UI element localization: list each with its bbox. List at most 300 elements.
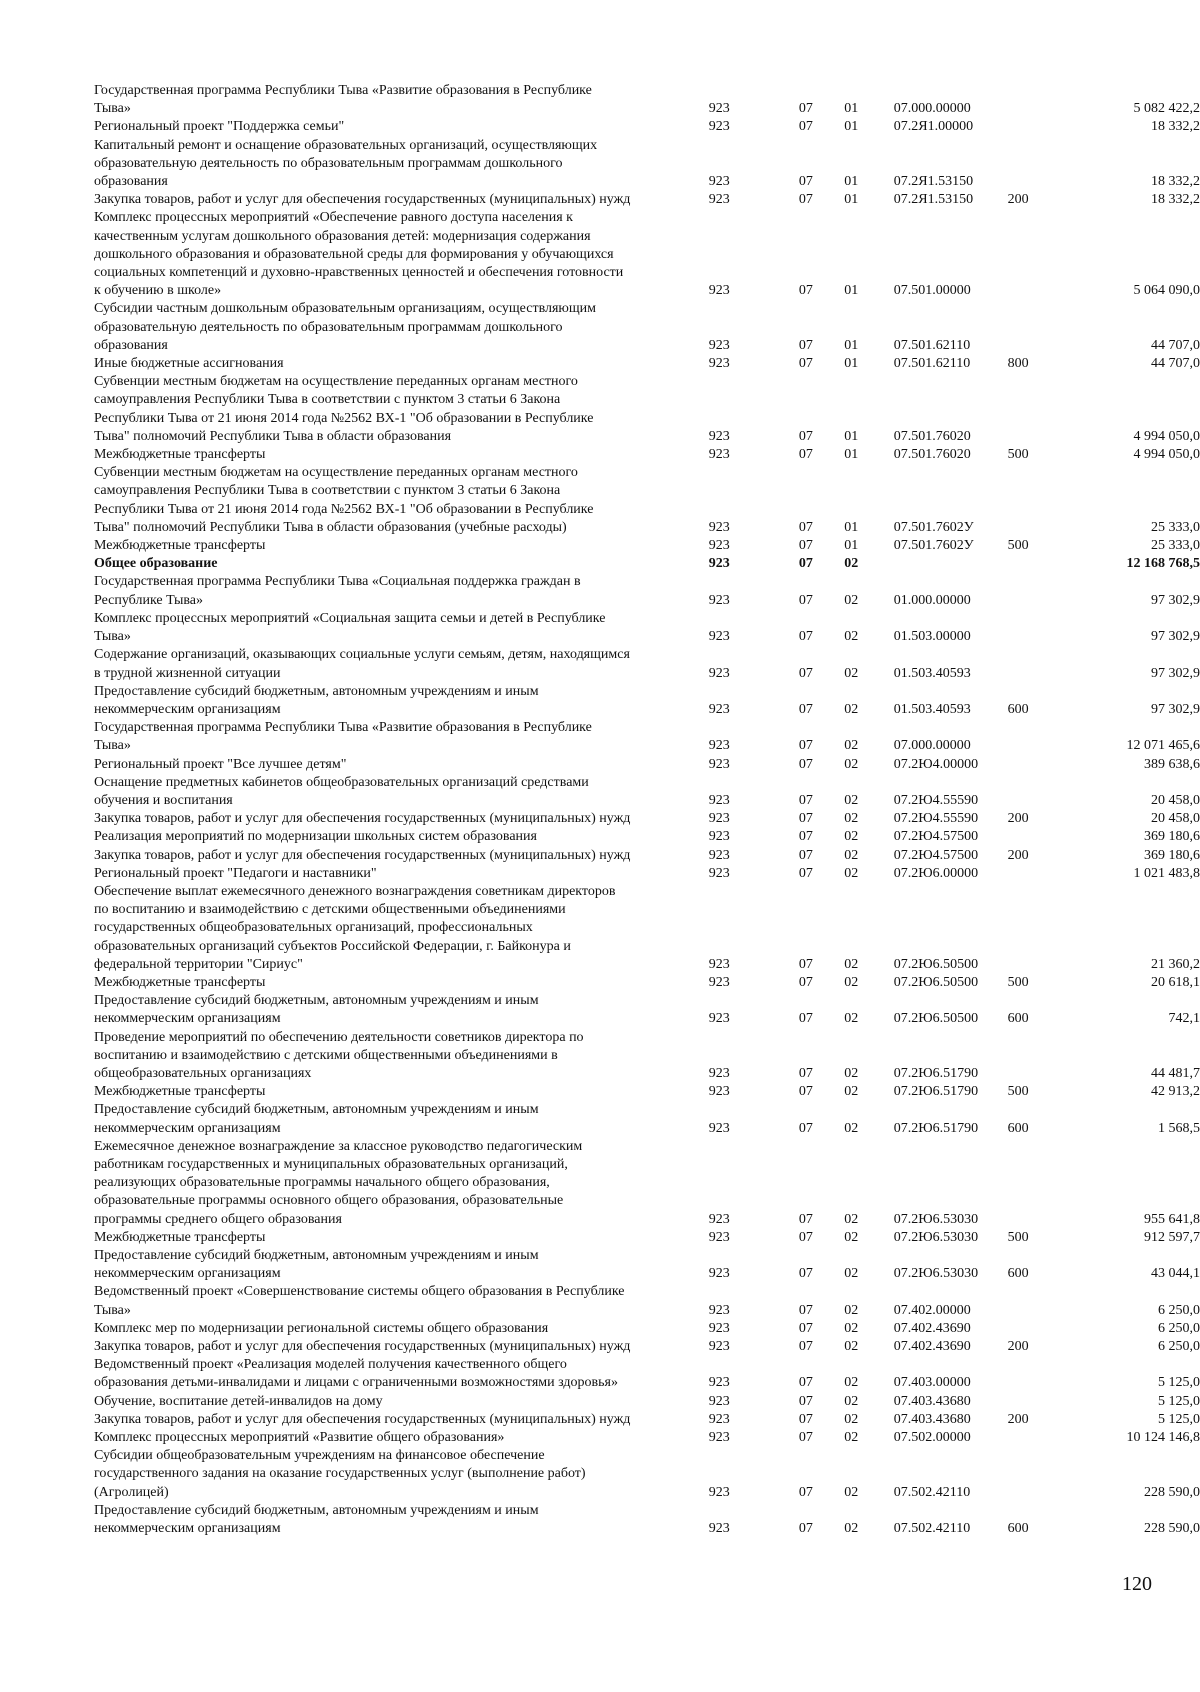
expense-type-code xyxy=(1004,756,1052,774)
item-name: Комплекс процессных мероприятий «Обеспечение равного доступа населения к качественным услугам дошкольного образования детей: модернизация содержания дошкольного образования и образовательной среды для формирования у обучающихся социальных компетенций и духовно-нравственных ценностей и обеспечения готовности к обучению в школе» xyxy=(94,210,624,299)
expense-type-code xyxy=(1004,1429,1052,1447)
section-code: 07 xyxy=(798,974,813,990)
expense-type-code xyxy=(1004,300,1052,355)
department-code: 923 xyxy=(708,1065,730,1081)
table-row xyxy=(94,555,1200,573)
subsection-code: 01 xyxy=(844,447,859,463)
department-code: 923 xyxy=(708,738,730,754)
item-name: Субвенции местным бюджетам на осуществление переданных органам местного самоуправления Республики Тыва в соответствии с пунктом 3 статьи 6 Закона Республики Тыва от 21 июня 2014 года №2562 ВХ-1 "Об образовании в Республике Тыва" полномочий Республики Тыва в области образования (учебные расходы) xyxy=(94,465,594,535)
target-article-code: 07.2Ю6.53030 xyxy=(893,1211,979,1227)
table-row xyxy=(94,974,1200,992)
section-code: 07 xyxy=(798,119,813,135)
table-row xyxy=(94,1338,1200,1356)
table-row xyxy=(94,355,1200,373)
target-article-code: 07.501.76020 xyxy=(893,447,971,463)
target-article-code: 07.501.7602У xyxy=(893,538,974,554)
department-code: 923 xyxy=(708,519,730,535)
section-code: 07 xyxy=(798,428,813,444)
section-code: 07 xyxy=(798,1229,813,1245)
department-code: 923 xyxy=(708,974,730,990)
subsection-code: 02 xyxy=(844,865,859,881)
amount: 5 082 422,2 xyxy=(1133,101,1200,117)
subsection-code: 01 xyxy=(844,519,859,535)
subsection-code: 02 xyxy=(844,1484,859,1500)
amount: 18 332,2 xyxy=(1151,192,1200,208)
subsection-code: 02 xyxy=(844,1521,859,1537)
section-code: 07 xyxy=(798,192,813,208)
amount: 5 125,0 xyxy=(1158,1411,1200,1427)
expense-type-code: 500 xyxy=(1007,538,1029,554)
target-article-code: 07.501.62110 xyxy=(893,356,971,372)
item-name: Обучение, воспитание детей-инвалидов на дому xyxy=(94,1393,383,1409)
budget-table xyxy=(94,82,1200,1538)
subsection-code: 01 xyxy=(844,174,859,190)
subsection-code: 01 xyxy=(844,538,859,554)
department-code: 923 xyxy=(708,1411,730,1427)
amount: 97 302,9 xyxy=(1151,592,1200,608)
subsection-code: 02 xyxy=(844,1320,859,1336)
department-code: 923 xyxy=(708,1211,730,1227)
item-name: Межбюджетные трансферты xyxy=(94,974,266,990)
section-code: 07 xyxy=(798,811,813,827)
item-name: Капитальный ремонт и оснащение образовательных организаций, осуществляющих образовательную деятельность по образовательным программам дошкольного образования xyxy=(94,137,598,190)
table-row xyxy=(94,774,1200,810)
subsection-code: 02 xyxy=(844,829,859,845)
amount: 20 458,0 xyxy=(1151,811,1200,827)
table-row xyxy=(94,1029,1200,1084)
item-name: Региональный проект "Все лучшее детям" xyxy=(94,756,347,772)
department-code: 923 xyxy=(708,428,730,444)
item-name: Предоставление субсидий бюджетным, автономным учреждениям и иным некоммерческим организациям xyxy=(94,1248,539,1282)
target-article-code: 07.502.00000 xyxy=(893,1430,971,1446)
target-article-code: 07.2Ю4.55590 xyxy=(893,811,979,827)
department-code: 923 xyxy=(708,1339,730,1355)
department-code: 923 xyxy=(708,337,730,353)
expense-type-code: 600 xyxy=(1007,701,1029,717)
table-row xyxy=(94,719,1200,755)
amount: 4 994 050,0 xyxy=(1133,447,1200,463)
table-row xyxy=(94,992,1200,1028)
amount: 228 590,0 xyxy=(1144,1484,1200,1500)
subsection-code: 01 xyxy=(844,283,859,299)
target-article-code: 07.403.43680 xyxy=(893,1393,971,1409)
amount: 18 332,2 xyxy=(1151,174,1200,190)
expense-type-code: 200 xyxy=(1007,811,1029,827)
subsection-code: 01 xyxy=(844,356,859,372)
subsection-code: 02 xyxy=(844,738,859,754)
table-row xyxy=(94,300,1200,355)
section-code: 07 xyxy=(798,1266,813,1282)
expense-type-code xyxy=(1004,719,1052,755)
item-name: Государственная программа Республики Тыва «Развитие образования в Республике Тыва» xyxy=(94,83,592,117)
expense-type-code: 500 xyxy=(1007,1084,1029,1100)
section-code: 07 xyxy=(798,101,813,117)
subsection-code: 02 xyxy=(844,665,859,681)
expense-type-code xyxy=(1004,1029,1052,1084)
expense-type-code: 200 xyxy=(1007,192,1029,208)
amount: 10 124 146,8 xyxy=(1126,1430,1200,1446)
expense-type-code xyxy=(1004,1138,1052,1229)
target-article-code: 07.2Я1.00000 xyxy=(893,119,974,135)
target-article-code: 07.2Я1.53150 xyxy=(893,192,974,208)
amount: 25 333,0 xyxy=(1151,519,1200,535)
amount: 44 481,7 xyxy=(1151,1065,1200,1081)
table-row xyxy=(94,82,1200,118)
target-article-code: 01.503.40593 xyxy=(893,701,971,717)
expense-type-code: 500 xyxy=(1007,447,1029,463)
section-code: 07 xyxy=(798,865,813,881)
expense-type-code xyxy=(1004,1356,1052,1392)
target-article-code: 01.503.40593 xyxy=(893,665,971,681)
expense-type-code xyxy=(1004,774,1052,810)
expense-type-code xyxy=(1004,1320,1052,1338)
amount: 44 707,0 xyxy=(1151,356,1200,372)
table-row xyxy=(94,1138,1200,1229)
section-code: 07 xyxy=(798,447,813,463)
table-row xyxy=(94,1393,1200,1411)
subsection-code: 02 xyxy=(844,956,859,972)
subsection-code: 01 xyxy=(844,101,859,117)
item-name: Ведомственный проект «Совершенствование системы общего образования в Республике Тыва» xyxy=(94,1284,625,1318)
amount: 742,1 xyxy=(1168,1011,1200,1027)
table-row xyxy=(94,446,1200,464)
section-code: 07 xyxy=(798,1484,813,1500)
department-code: 923 xyxy=(708,356,730,372)
expense-type-code xyxy=(1004,1393,1052,1411)
expense-type-code xyxy=(1004,464,1052,537)
department-code: 923 xyxy=(708,1084,730,1100)
section-code: 07 xyxy=(798,1011,813,1027)
subsection-code: 02 xyxy=(844,1011,859,1027)
department-code: 923 xyxy=(708,592,730,608)
expense-type-code: 800 xyxy=(1007,356,1029,372)
item-name: Субвенции местным бюджетам на осуществление переданных органам местного самоуправления Республики Тыва в соответствии с пунктом 3 статьи 6 Закона Республики Тыва от 21 июня 2014 года №2562 ВХ-1 "Об образовании в Республике Тыва" полномочий Республики Тыва в области образования xyxy=(94,374,594,444)
item-name: Межбюджетные трансферты xyxy=(94,1084,266,1100)
target-article-code: 07.2Ю6.00000 xyxy=(893,865,979,881)
table-row xyxy=(94,464,1200,537)
department-code: 923 xyxy=(708,956,730,972)
expense-type-code xyxy=(1004,118,1052,136)
table-row xyxy=(94,1447,1200,1502)
item-name: Государственная программа Республики Тыва «Социальная поддержка граждан в Республике Тыва» xyxy=(94,574,581,608)
subsection-code: 02 xyxy=(844,847,859,863)
target-article-code: 07.000.00000 xyxy=(893,738,971,754)
target-article-code: 07.2Ю6.50500 xyxy=(893,956,979,972)
subsection-code: 02 xyxy=(844,1084,859,1100)
target-article-code: 07.2Ю6.50500 xyxy=(893,974,979,990)
subsection-code: 02 xyxy=(844,811,859,827)
subsection-code: 01 xyxy=(844,192,859,208)
subsection-code: 01 xyxy=(844,428,859,444)
item-name: Ежемесячное денежное вознаграждение за классное руководство педагогическим работникам государственных и муниципальных образовательных организаций, реализующих образовательные программы начального общего образования, образовательные программы основного общего образования, образовательные программы среднего общего образования xyxy=(94,1138,583,1227)
department-code: 923 xyxy=(708,1320,730,1336)
expense-type-code: 500 xyxy=(1007,1229,1029,1245)
item-name: Обеспечение выплат ежемесячного денежного вознаграждения советникам директоров по воспитанию и взаимодействию с детскими общественными объединениями государственных общеобразовательных организаций, профессиональных образовательных организаций субъектов Российской Федерации, г. Байконура и федеральной территории "Сириус" xyxy=(94,883,616,972)
target-article-code: 07.402.43690 xyxy=(893,1320,971,1336)
section-code: 07 xyxy=(798,556,813,572)
target-article-code: 07.502.42110 xyxy=(893,1521,971,1537)
amount: 955 641,8 xyxy=(1144,1211,1200,1227)
department-code: 923 xyxy=(708,192,730,208)
department-code: 923 xyxy=(708,1521,730,1537)
subsection-code: 01 xyxy=(844,119,859,135)
department-code: 923 xyxy=(708,847,730,863)
expense-type-code xyxy=(1004,646,1052,682)
target-article-code: 01.503.00000 xyxy=(893,629,971,645)
expense-type-code xyxy=(1004,1283,1052,1319)
section-code: 07 xyxy=(798,1084,813,1100)
section-code: 07 xyxy=(798,1430,813,1446)
item-name: Предоставление субсидий бюджетным, автономным учреждениям и иным некоммерческим организациям xyxy=(94,1102,539,1136)
section-code: 07 xyxy=(798,1411,813,1427)
table-row xyxy=(94,573,1200,609)
department-code: 923 xyxy=(708,119,730,135)
target-article-code: 07.000.00000 xyxy=(893,101,971,117)
amount: 389 638,6 xyxy=(1144,756,1200,772)
table-row xyxy=(94,1247,1200,1283)
item-name: Предоставление субсидий бюджетным, автономным учреждениям и иным некоммерческим организациям xyxy=(94,1502,539,1537)
subsection-code: 02 xyxy=(844,1393,859,1409)
target-article-code: 07.2Ю4.55590 xyxy=(893,792,979,808)
item-name: Межбюджетные трансферты xyxy=(94,1229,266,1245)
section-code: 07 xyxy=(798,1065,813,1081)
amount: 6 250,0 xyxy=(1158,1320,1200,1336)
department-code: 923 xyxy=(708,1375,730,1391)
amount: 228 590,0 xyxy=(1144,1521,1200,1537)
item-name: Комплекс процессных мероприятий «Социальная защита семьи и детей в Республике Тыва» xyxy=(94,610,606,645)
section-code: 07 xyxy=(798,1393,813,1409)
target-article-code: 07.502.42110 xyxy=(893,1484,971,1500)
item-name: Закупка товаров, работ и услуг для обеспечения государственных (муниципальных) нужд xyxy=(94,1411,631,1427)
item-name: Проведение мероприятий по обеспечению деятельности советников директора по воспитанию и взаимодействию с детскими общественными объединениями в общеобразовательных организациях xyxy=(94,1029,584,1081)
section-code: 07 xyxy=(798,538,813,554)
item-name: Общее образование xyxy=(94,556,218,572)
amount: 21 360,2 xyxy=(1151,956,1200,972)
department-code: 923 xyxy=(708,1430,730,1446)
section-code: 07 xyxy=(798,829,813,845)
section-code: 07 xyxy=(798,1320,813,1336)
section-code: 07 xyxy=(798,956,813,972)
amount: 1 568,5 xyxy=(1158,1120,1200,1136)
department-code: 923 xyxy=(708,1484,730,1500)
expense-type-code xyxy=(1004,1447,1052,1502)
amount: 44 707,0 xyxy=(1151,337,1200,353)
table-row xyxy=(94,1083,1200,1101)
item-name: Субсидии общеобразовательным учреждениям на финансовое обеспечение государственного задания на оказание государственных услуг (выполнение работ) (Агролицей) xyxy=(94,1448,586,1500)
subsection-code: 02 xyxy=(844,792,859,808)
department-code: 923 xyxy=(708,792,730,808)
department-code: 923 xyxy=(708,756,730,772)
subsection-code: 02 xyxy=(844,592,859,608)
item-name: Оснащение предметных кабинетов общеобразовательных организаций средствами обучения и воспитания xyxy=(94,774,589,808)
amount: 12 071 465,6 xyxy=(1126,738,1200,754)
item-name: Межбюджетные трансферты xyxy=(94,447,266,463)
expense-type-code xyxy=(1004,865,1052,883)
expense-type-code: 500 xyxy=(1007,974,1029,990)
target-article-code: 07.2Я1.53150 xyxy=(893,174,974,190)
section-code: 07 xyxy=(798,592,813,608)
amount: 369 180,6 xyxy=(1144,847,1200,863)
table-row xyxy=(94,883,1200,974)
table-row xyxy=(94,118,1200,136)
section-code: 07 xyxy=(798,701,813,717)
department-code: 923 xyxy=(708,556,730,572)
subsection-code: 02 xyxy=(844,1375,859,1391)
table-row xyxy=(94,847,1200,865)
table-row xyxy=(94,1502,1200,1538)
expense-type-code xyxy=(1004,883,1052,974)
section-code: 07 xyxy=(798,1375,813,1391)
table-row xyxy=(94,1229,1200,1247)
section-code: 07 xyxy=(798,174,813,190)
department-code: 923 xyxy=(708,701,730,717)
expense-type-code xyxy=(1004,610,1052,646)
subsection-code: 02 xyxy=(844,1266,859,1282)
amount: 20 458,0 xyxy=(1151,792,1200,808)
expense-type-code xyxy=(1004,209,1052,300)
table-row xyxy=(94,610,1200,646)
section-code: 07 xyxy=(798,356,813,372)
department-code: 923 xyxy=(708,811,730,827)
subsection-code: 02 xyxy=(844,1339,859,1355)
target-article-code: 07.501.00000 xyxy=(893,283,971,299)
section-code: 07 xyxy=(798,1339,813,1355)
amount: 369 180,6 xyxy=(1144,829,1200,845)
amount: 97 302,9 xyxy=(1151,701,1200,717)
section-code: 07 xyxy=(798,337,813,353)
section-code: 07 xyxy=(798,629,813,645)
amount: 1 021 483,8 xyxy=(1133,865,1200,881)
item-name: Комплекс процессных мероприятий «Развитие общего образования» xyxy=(94,1430,505,1446)
department-code: 923 xyxy=(708,829,730,845)
section-code: 07 xyxy=(798,847,813,863)
amount: 42 913,2 xyxy=(1151,1084,1200,1100)
target-article-code: 07.501.76020 xyxy=(893,428,971,444)
table-row xyxy=(94,373,1200,446)
subsection-code: 01 xyxy=(844,337,859,353)
table-row xyxy=(94,1429,1200,1447)
subsection-code: 02 xyxy=(844,629,859,645)
target-article-code: 07.2Ю6.53030 xyxy=(893,1229,979,1245)
amount: 4 994 050,0 xyxy=(1133,428,1200,444)
department-code: 923 xyxy=(708,1266,730,1282)
table-row xyxy=(94,1356,1200,1392)
item-name: Региональный проект "Педагоги и наставники" xyxy=(94,865,377,881)
expense-type-code xyxy=(1004,82,1052,118)
table-row xyxy=(94,137,1200,192)
expense-type-code: 200 xyxy=(1007,1339,1029,1355)
table-row xyxy=(94,865,1200,883)
item-name: Предоставление субсидий бюджетным, автономным учреждениям и иным некоммерческим организациям xyxy=(94,683,539,717)
target-article-code: 07.2Ю6.51790 xyxy=(893,1065,979,1081)
expense-type-code: 200 xyxy=(1007,847,1029,863)
amount: 5 064 090,0 xyxy=(1133,283,1200,299)
expense-type-code: 200 xyxy=(1007,1411,1029,1427)
target-article-code: 07.402.43690 xyxy=(893,1339,971,1355)
item-name: Закупка товаров, работ и услуг для обеспечения государственных (муниципальных) нужд xyxy=(94,847,631,863)
subsection-code: 02 xyxy=(844,1302,859,1318)
item-name: Содержание организаций, оказывающих социальные услуги семьям, детям, находящимся в трудной жизненной ситуации xyxy=(94,647,630,681)
table-row xyxy=(94,537,1200,555)
item-name: Иные бюджетные ассигнования xyxy=(94,356,284,372)
section-code: 07 xyxy=(798,1211,813,1227)
subsection-code: 02 xyxy=(844,701,859,717)
item-name: Предоставление субсидий бюджетным, автономным учреждениям и иным некоммерческим организациям xyxy=(94,993,539,1027)
expense-type-code xyxy=(1004,555,1052,573)
amount: 12 168 768,5 xyxy=(1126,556,1200,572)
target-article-code: 07.2Ю4.57500 xyxy=(893,847,979,863)
target-article-code: 07.403.43680 xyxy=(893,1411,971,1427)
item-name: Закупка товаров, работ и услуг для обеспечения государственных (муниципальных) нужд xyxy=(94,192,631,208)
target-article-code: 07.403.00000 xyxy=(893,1375,971,1391)
expense-type-code xyxy=(1004,137,1052,192)
section-code: 07 xyxy=(798,792,813,808)
target-article-code: 07.402.00000 xyxy=(893,1302,971,1318)
department-code: 923 xyxy=(708,665,730,681)
amount: 912 597,7 xyxy=(1144,1229,1200,1245)
section-code: 07 xyxy=(798,738,813,754)
table-row xyxy=(94,810,1200,828)
table-row xyxy=(94,209,1200,300)
item-name: Закупка товаров, работ и услуг для обеспечения государственных (муниципальных) нужд xyxy=(94,1339,631,1355)
item-name: Ведомственный проект «Реализация моделей получения качественного общего образования детьми-инвалидами и лицами с ограниченными возможностями здоровья» xyxy=(94,1357,618,1391)
target-article-code: 07.501.62110 xyxy=(893,337,971,353)
department-code: 923 xyxy=(708,1393,730,1409)
item-name: Реализация мероприятий по модернизации школьных систем образования xyxy=(94,829,537,845)
amount: 97 302,9 xyxy=(1151,629,1200,645)
section-code: 07 xyxy=(798,1521,813,1537)
amount: 6 250,0 xyxy=(1158,1339,1200,1355)
subsection-code: 02 xyxy=(844,1065,859,1081)
item-name: Региональный проект "Поддержка семьи" xyxy=(94,119,345,135)
table-row xyxy=(94,1283,1200,1319)
amount: 25 333,0 xyxy=(1151,538,1200,554)
subsection-code: 02 xyxy=(844,1211,859,1227)
section-code: 07 xyxy=(798,1120,813,1136)
table-row xyxy=(94,1320,1200,1338)
amount: 43 044,1 xyxy=(1151,1266,1200,1282)
target-article-code: 07.2Ю6.53030 xyxy=(893,1266,979,1282)
subsection-code: 02 xyxy=(844,556,859,572)
target-article-code: 07.2Ю6.50500 xyxy=(893,1011,979,1027)
department-code: 923 xyxy=(708,1302,730,1318)
target-article-code xyxy=(888,555,1004,573)
table-row xyxy=(94,191,1200,209)
subsection-code: 02 xyxy=(844,756,859,772)
department-code: 923 xyxy=(708,1011,730,1027)
department-code: 923 xyxy=(708,174,730,190)
department-code: 923 xyxy=(708,865,730,881)
subsection-code: 02 xyxy=(844,1229,859,1245)
section-code: 07 xyxy=(798,283,813,299)
target-article-code: 07.2Ю6.51790 xyxy=(893,1120,979,1136)
amount: 5 125,0 xyxy=(1158,1375,1200,1391)
section-code: 07 xyxy=(798,756,813,772)
target-article-code: 07.501.7602У xyxy=(893,519,974,535)
department-code: 923 xyxy=(708,629,730,645)
amount: 5 125,0 xyxy=(1158,1393,1200,1409)
subsection-code: 02 xyxy=(844,1430,859,1446)
page-number: 120 xyxy=(1122,1573,1152,1595)
expense-type-code xyxy=(1004,573,1052,609)
table-body xyxy=(94,82,1200,1538)
department-code: 923 xyxy=(708,1120,730,1136)
subsection-code: 02 xyxy=(844,1411,859,1427)
amount: 6 250,0 xyxy=(1158,1302,1200,1318)
target-article-code: 07.2Ю4.57500 xyxy=(893,829,979,845)
department-code: 923 xyxy=(708,447,730,463)
expense-type-code: 600 xyxy=(1007,1120,1029,1136)
